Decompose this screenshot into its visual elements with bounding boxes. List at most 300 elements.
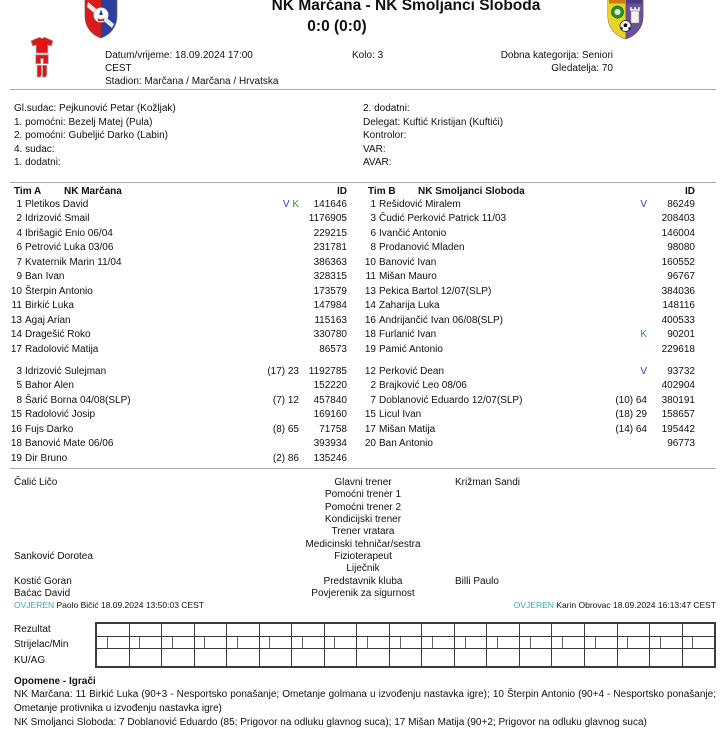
player-sub-info [239, 256, 299, 270]
minute-subcell [162, 637, 173, 649]
strijelac-min-cell [325, 637, 357, 650]
player-sub-info [239, 285, 299, 299]
match-score: 0:0 (0:0) [307, 18, 367, 35]
goalkeeper-badge: V [640, 366, 647, 377]
player-sub-info: (8) 65 [272, 423, 299, 435]
ku-ag-cell [390, 649, 422, 666]
cautions-title: Opomene - Igrači [14, 676, 96, 687]
player-row [10, 408, 347, 422]
id-column-header: ID [337, 186, 347, 197]
player-sub-info [239, 314, 299, 328]
player-name: Dir Bruno [25, 452, 68, 464]
ku-ag-cell [227, 649, 259, 666]
player-sub-info: (14) 64 [615, 423, 647, 435]
strijelac-min-cell [650, 637, 682, 650]
player-name: Zaharija Luka [379, 300, 440, 312]
player-name: Ban Ivan [25, 271, 65, 283]
team-b-name: NK Smoljanci Sloboda [418, 186, 525, 197]
rezultat-cell [162, 624, 194, 637]
minute-subcell [650, 637, 661, 649]
player-id: 90201 [667, 329, 695, 341]
player-number: 5 [16, 380, 22, 392]
player-sub-info [587, 212, 647, 226]
rezultat-cell [357, 624, 389, 637]
staff-role: Fizioterapeut [334, 551, 392, 563]
player-number: 4 [16, 227, 22, 239]
player-id: 380191 [661, 394, 695, 406]
player-number: 7 [16, 256, 22, 268]
player-name: Pamić Antonio [379, 343, 443, 355]
player-name: Idrizović Smail [25, 213, 90, 225]
ku-ag-cell [650, 649, 682, 666]
id-column-header: ID [685, 186, 695, 197]
player-number: 8 [16, 394, 22, 406]
player-name: Banović Mate 06/06 [25, 438, 114, 450]
minute-subcell [260, 637, 271, 649]
player-row [10, 394, 347, 408]
player-sub-info [587, 343, 647, 357]
staff-name [455, 563, 520, 575]
staff-role: Glavni trener [334, 477, 392, 488]
official-line: VAR: [363, 143, 386, 155]
grid-column [291, 624, 324, 666]
player-name: Rešidović Miralem [379, 199, 461, 210]
grid-column [97, 624, 129, 666]
player-name: Petrović Luka 03/06 [25, 242, 114, 254]
strijelac-min-cell [618, 637, 650, 650]
official-line: 4. sudac: [14, 143, 55, 155]
player-sub-info [587, 227, 647, 241]
player-name: Furlanić Ivan [379, 329, 437, 341]
grid-column [649, 624, 682, 666]
player-name: Licul Ivan [379, 409, 422, 421]
grid-row-label: KU/AG [14, 654, 46, 666]
rezultat-cell [325, 624, 357, 637]
player-name: Fujs Darko [25, 423, 74, 435]
grid-column [356, 624, 389, 666]
player-name: Andrijančić Ivan 06/08(SLP) [379, 314, 503, 326]
strijelac-min-cell [683, 637, 715, 650]
player-id: 330780 [313, 329, 347, 341]
strijelac-min-cell [357, 637, 389, 650]
minute-subcell [325, 637, 336, 649]
certified-status: OVJEREN [513, 600, 554, 610]
ku-ag-cell [195, 649, 227, 666]
player-number: 19 [10, 452, 22, 464]
player-sub-info [587, 299, 647, 313]
grid-column [161, 624, 194, 666]
player-id: 457840 [313, 394, 347, 406]
minute-subcell [227, 637, 238, 649]
player-number: 6 [370, 227, 376, 239]
rezultat-cell [195, 624, 227, 637]
minute-subcell [455, 637, 466, 649]
player-row [10, 365, 347, 379]
player-row [10, 328, 347, 342]
match-info-category [501, 49, 613, 75]
ku-ag-cell [260, 649, 292, 666]
official-line: AVAR: [363, 157, 392, 169]
staff-name: Billi Paulo [455, 575, 499, 587]
rezultat-cell [390, 624, 422, 637]
staff-name: Sanković Dorotea [14, 551, 93, 563]
strijelac-min-cell [195, 637, 227, 650]
ku-ag-cell [683, 649, 715, 666]
captain-badge: K [289, 199, 299, 210]
rezultat-cell [130, 624, 162, 637]
ku-ag-cell [455, 649, 487, 666]
player-number: 15 [364, 409, 376, 421]
strijelac-min-cell [552, 637, 584, 650]
officials-left-column [14, 102, 176, 170]
rezultat-cell [650, 624, 682, 637]
player-sub-info: (7) 12 [272, 394, 299, 406]
player-sub-info [587, 437, 647, 451]
staff-name [455, 551, 520, 563]
minute-subcell [292, 637, 303, 649]
rezultat-cell [520, 624, 552, 637]
player-row [364, 212, 695, 226]
staff-name [455, 514, 520, 526]
player-name: Radolović Josip [25, 409, 96, 421]
player-name: Kvaternik Marin 11/04 [25, 256, 122, 268]
official-line: 2. dodatni: [363, 103, 410, 114]
player-sub-info [587, 379, 647, 393]
player-number: 2 [370, 380, 376, 392]
player-number: 11 [365, 271, 376, 283]
minute-subcell [520, 637, 531, 649]
player-number: 14 [364, 300, 376, 312]
ku-ag-cell [325, 649, 357, 666]
ku-ag-cell [422, 649, 454, 666]
player-sub-info [587, 256, 647, 270]
player-id: 1192785 [308, 366, 347, 377]
player-row [10, 198, 347, 212]
player-sub-info [239, 241, 299, 255]
player-name: Agaj Arian [25, 314, 71, 326]
goal-grid-table [95, 622, 716, 668]
rezultat-cell [585, 624, 617, 637]
strijelac-min-cell [292, 637, 324, 650]
player-row [10, 343, 347, 357]
grid-column [421, 624, 454, 666]
player-row [10, 212, 347, 226]
player-sub-info [587, 314, 647, 328]
player-row [364, 241, 695, 255]
staff-role: Pomoćni trener 1 [324, 489, 402, 501]
grid-column [389, 624, 422, 666]
player-row [364, 198, 695, 212]
strijelac-min-cell [390, 637, 422, 650]
grid-row-label: Rezultat [14, 624, 51, 635]
round-label: Kolo: 3 [352, 50, 384, 61]
player-number: 17 [364, 423, 376, 435]
player-sub-info [587, 241, 647, 255]
staff-role: Predstavnik kluba [323, 575, 403, 587]
strijelac-min-cell [520, 637, 552, 650]
player-id: 86249 [667, 199, 695, 210]
official-line: Kontrolor: [363, 130, 407, 142]
player-id: 386363 [313, 256, 347, 268]
player-row [364, 394, 695, 408]
player-name: Brajković Leo 08/06 [379, 380, 467, 392]
staff-name: Baćac David [14, 588, 71, 600]
player-name: Šarić Borna 04/08(SLP) [25, 394, 131, 406]
certified-status: OVJEREN [14, 600, 55, 610]
player-number: 16 [10, 423, 22, 435]
match-title: NK Marčana - NK Smoljanci Sloboda [271, 0, 541, 14]
rezultat-cell [618, 624, 650, 637]
official-line: Delegat: Kuftić Kristijan (Kuftići) [363, 116, 504, 128]
player-id: 141646 [313, 199, 347, 210]
staff-name [455, 526, 520, 538]
player-id: 393934 [313, 438, 347, 450]
team-a-substitutes [10, 365, 347, 466]
separator-line [10, 182, 716, 183]
player-name: Banović Ivan [379, 256, 437, 268]
goalkeeper-badge: V [640, 199, 647, 210]
separator-line [10, 89, 716, 90]
info-line: CEST [105, 63, 132, 75]
player-row [364, 379, 695, 393]
player-number: 18 [364, 329, 376, 341]
staff-name [455, 588, 520, 600]
grid-column [682, 624, 715, 666]
player-id: 86573 [319, 343, 347, 355]
player-row [10, 227, 347, 241]
team-b-header [364, 186, 695, 197]
player-row [10, 299, 347, 313]
player-sub-info [587, 328, 647, 342]
player-id: 147984 [313, 300, 347, 312]
player-sub-info [587, 365, 647, 379]
strijelac-min-cell [260, 637, 292, 650]
official-line: 2. pomoćni: Gubeljić Darko (Labin) [14, 130, 168, 142]
strijelac-min-cell [130, 637, 162, 650]
player-number: 13 [10, 314, 22, 326]
grid-column [551, 624, 584, 666]
player-id: 173579 [313, 285, 347, 297]
team-b-starters [364, 198, 695, 357]
staff-role: Kondicijski trener [324, 514, 402, 526]
staff-role: Povjerenik za sigurnost [311, 588, 415, 600]
player-sub-info [239, 379, 299, 393]
strijelac-min-cell [455, 637, 487, 650]
player-sub-info: (2) 86 [272, 452, 299, 464]
player-id: 146004 [661, 227, 695, 239]
player-sub-info [587, 285, 647, 299]
rezultat-cell [227, 624, 259, 637]
staff-name: Križman Sandi [455, 477, 521, 488]
player-sub-info [239, 198, 299, 212]
player-name: Ivančić Antonio [379, 227, 447, 239]
player-name: Ban Antonio [379, 438, 433, 450]
team-a-label: Tim A [14, 186, 42, 197]
player-row [364, 314, 695, 328]
player-row [364, 408, 695, 422]
ku-ag-cell [162, 649, 194, 666]
player-sub-info [239, 437, 299, 451]
ku-ag-cell [520, 649, 552, 666]
certified-by: Karin Obrovac 18.09.2024 16:13:47 CEST [553, 600, 716, 610]
player-row [10, 423, 347, 437]
minute-subcell [130, 637, 141, 649]
home-kit-icon [27, 36, 57, 80]
staff-name [455, 539, 520, 551]
player-sub-info [239, 270, 299, 284]
player-number: 18 [10, 438, 22, 450]
player-id: 152220 [313, 380, 347, 392]
rezultat-cell [552, 624, 584, 637]
player-number: 9 [16, 271, 22, 283]
player-id: 98080 [667, 242, 695, 254]
officials-right-column [363, 102, 503, 170]
staff-name: Čalić Ličo [14, 477, 58, 488]
info-line: Gledatelja: 70 [551, 63, 613, 75]
player-name: Doblanović Eduardo 12/07(SLP) [379, 394, 523, 406]
player-name: Radolović Matija [25, 343, 99, 355]
player-name: Šterpin Antonio [25, 285, 93, 297]
player-number: 12 [364, 366, 376, 377]
player-sub-info: (10) 64 [615, 394, 647, 406]
cautions-team-b: NK Smoljanci Sloboda: 7 Doblanović Eduardo (85; Prigovor na odluku glavnog suca); 17 Mišan Matija (90+2; Prigovor na odluku glavnog suca) [14, 716, 647, 728]
info-line: Datum/vrijeme: 18.09.2024 17:00 [105, 50, 253, 61]
player-row [364, 285, 695, 299]
staff-role: Pomoćni trener 2 [324, 501, 402, 513]
minute-subcell [422, 637, 433, 649]
strijelac-min-cell [422, 637, 454, 650]
staff-names-team-b [455, 477, 520, 600]
player-sub-info [239, 299, 299, 313]
player-sub-info: (17) 23 [267, 366, 299, 377]
grid-column [324, 624, 357, 666]
staff-name [455, 489, 520, 501]
grid-column [129, 624, 162, 666]
player-id: 328315 [313, 271, 347, 283]
player-name: Bahor Alen [25, 380, 74, 392]
player-number: 11 [11, 300, 22, 312]
player-row [10, 452, 347, 466]
grid-column [194, 624, 227, 666]
minute-subcell [390, 637, 401, 649]
player-row [364, 365, 695, 379]
player-row [10, 270, 347, 284]
rezultat-cell [683, 624, 715, 637]
official-line: Gl.sudac: Pejkunović Petar (Kožljak) [14, 103, 176, 114]
player-number: 8 [370, 242, 376, 254]
goal-grid-row-labels [14, 622, 68, 668]
player-sub-info [587, 270, 647, 284]
grid-column [259, 624, 292, 666]
ku-ag-cell [130, 649, 162, 666]
player-name: Dragešić Roko [25, 329, 91, 341]
player-number: 1 [16, 199, 22, 210]
player-number: 6 [16, 242, 22, 254]
certified-by: Paolo Bičić 18.09.2024 13:50:03 CEST [54, 600, 204, 610]
grid-column [617, 624, 650, 666]
player-id: 71758 [319, 423, 347, 435]
strijelac-min-cell [162, 637, 194, 650]
player-id: 158657 [661, 409, 695, 421]
player-id: 160552 [661, 256, 695, 268]
player-id: 96773 [667, 438, 695, 450]
player-name: Pekica Bartol 12/07(SLP) [379, 285, 492, 297]
player-id: 400533 [661, 314, 695, 326]
player-id: 115163 [314, 314, 347, 326]
ku-ag-cell [292, 649, 324, 666]
grid-column [454, 624, 487, 666]
player-id: 384036 [661, 285, 695, 297]
team-a-starters [10, 198, 347, 357]
player-row [364, 270, 695, 284]
ku-ag-cell [585, 649, 617, 666]
player-sub-info [239, 408, 299, 422]
staff-name [455, 502, 520, 514]
player-row [10, 314, 347, 328]
certification-team-b [514, 599, 716, 611]
player-row [10, 285, 347, 299]
player-number: 17 [10, 343, 22, 355]
info-line: Stadion: Marčana / Marčana / Hrvatska [105, 76, 279, 88]
ku-ag-cell [552, 649, 584, 666]
player-number: 15 [10, 409, 22, 421]
minute-subcell [487, 637, 498, 649]
rezultat-cell [487, 624, 519, 637]
player-name: Ibrišagić Enio 06/04 [25, 227, 113, 239]
ku-ag-cell [618, 649, 650, 666]
grid-column [519, 624, 552, 666]
player-name: Perković Dean [379, 366, 445, 377]
player-number: 2 [16, 213, 22, 225]
strijelac-min-cell [585, 637, 617, 650]
grid-row-label: Strijelac/Min [14, 639, 69, 651]
player-number: 14 [10, 329, 22, 341]
player-row [364, 299, 695, 313]
team-b-label: Tim B [368, 186, 396, 197]
player-id: 231781 [313, 242, 347, 254]
rezultat-cell [97, 624, 129, 637]
player-id: 135246 [313, 452, 347, 464]
strijelac-min-cell [487, 637, 519, 650]
team-b-substitutes [364, 365, 695, 452]
player-sub-info [587, 198, 647, 212]
player-id: 208403 [661, 213, 695, 225]
team-a-header [10, 186, 347, 197]
staff-role: Trener vratara [331, 526, 395, 538]
cautions-team-a: NK Marčana: 11 Birkić Luka (90+3 - Nesportsko ponašanje; Ometanje golmana u izvođenju nastavka igre); 10 Šterpin Antonio (90+4 - Nesportsko ponašanje; Ometanje protivnika u izvođenju nastavka igre) [14, 689, 716, 714]
player-id: 148116 [662, 300, 695, 312]
captain-badge: K [640, 329, 647, 341]
ku-ag-cell [357, 649, 389, 666]
player-number: 20 [364, 438, 376, 450]
player-row [364, 328, 695, 342]
rezultat-cell [292, 624, 324, 637]
player-sub-info [239, 343, 299, 357]
player-row [10, 241, 347, 255]
separator-line [10, 468, 716, 469]
player-sub-info [239, 328, 299, 342]
goalkeeper-badge: V [282, 199, 290, 210]
player-id: 402904 [661, 380, 695, 392]
minute-subcell [683, 637, 694, 649]
player-name: Idrizović Sulejman [25, 366, 107, 377]
player-row [10, 437, 347, 451]
player-id: 96767 [667, 271, 695, 283]
player-name: Pletikos David [25, 199, 89, 210]
player-name: Birkić Luka [25, 300, 74, 312]
staff-role: Medicinski tehničar/sestra [305, 538, 421, 550]
rezultat-cell [260, 624, 292, 637]
